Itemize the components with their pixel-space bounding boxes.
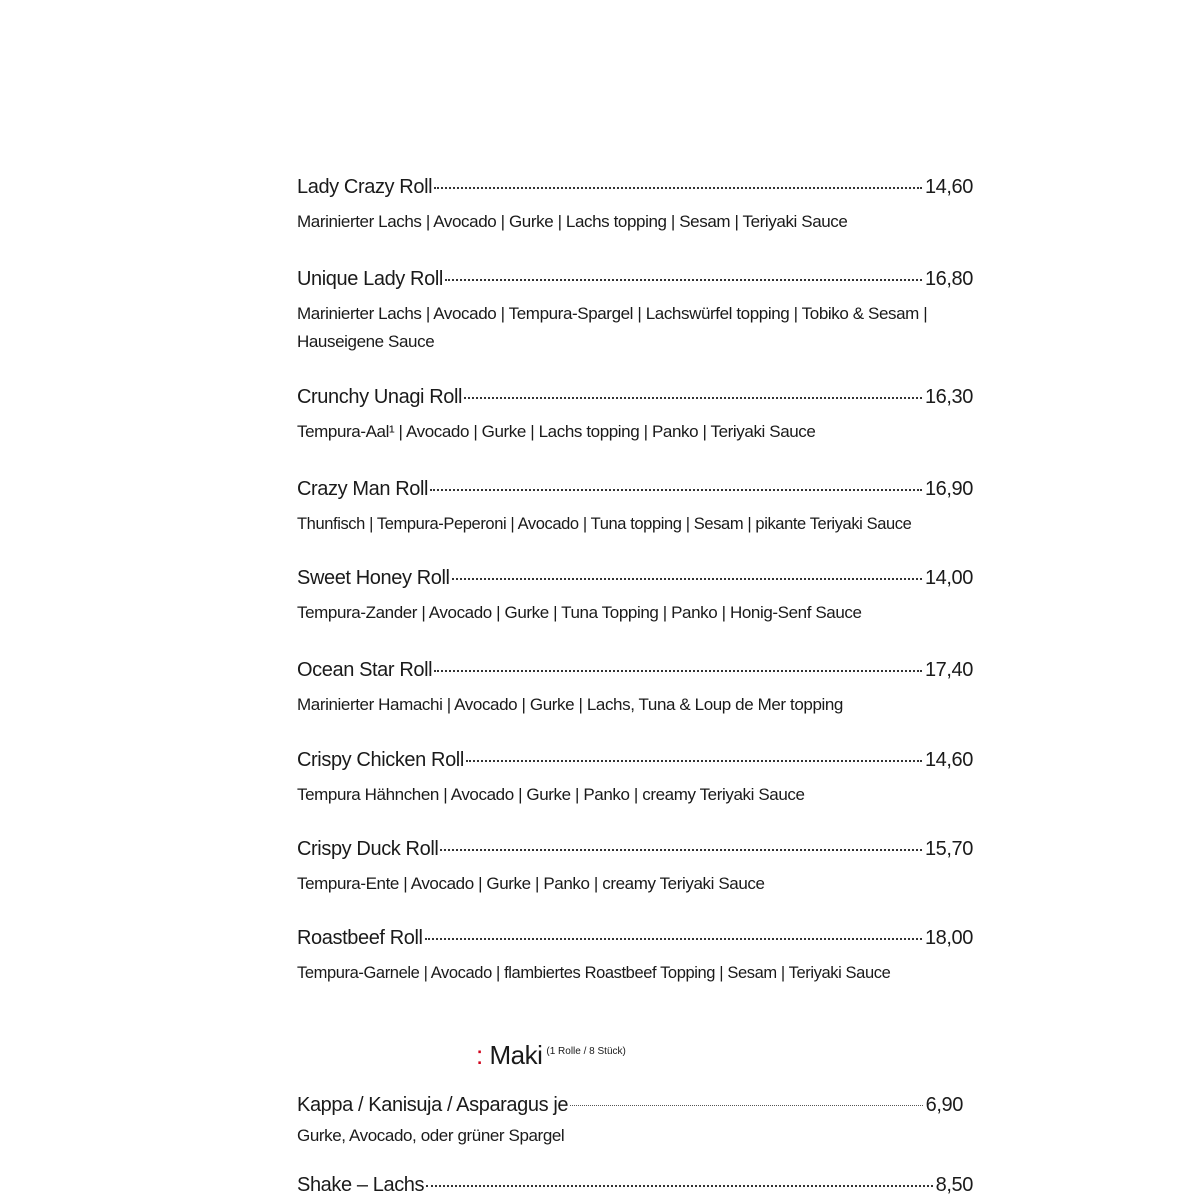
dot-leader	[430, 489, 922, 491]
item-description: Tempura-Ente | Avocado | Gurke | Panko | creamy Teriyaki Sauce	[297, 874, 765, 893]
item-price: 16,90	[924, 478, 973, 500]
menu-item-head	[297, 386, 973, 416]
maki-item	[297, 1094, 963, 1148]
dot-leader	[426, 1185, 933, 1187]
dot-leader	[464, 397, 922, 399]
item-name: Ocean Star Roll	[297, 659, 433, 681]
item-price: 16,80	[924, 268, 973, 290]
menu-item-head	[297, 1094, 963, 1124]
menu-item-head	[297, 749, 973, 779]
item-name: Crispy Chicken Roll	[297, 749, 464, 771]
menu-item	[297, 386, 973, 446]
menu-item	[297, 268, 973, 356]
dot-leader	[425, 938, 922, 940]
item-name: Lady Crazy Roll	[297, 176, 433, 198]
menu-item	[297, 659, 973, 719]
menu-item-head	[297, 838, 973, 868]
dot-leader	[452, 578, 922, 580]
item-description: Tempura-Zander | Avocado | Gurke | Tuna Topping | Panko | Honig-Senf Sauce	[297, 603, 862, 622]
section-colon: :	[476, 1040, 483, 1070]
item-price: 17,40	[924, 659, 973, 681]
item-name: Sweet Honey Roll	[297, 567, 450, 589]
menu-item	[297, 176, 973, 236]
menu-item	[297, 567, 973, 627]
item-price: 16,30	[924, 386, 973, 408]
dot-leader	[434, 670, 922, 672]
item-price: 14,60	[924, 749, 973, 771]
item-description: Tempura-Aal¹ | Avocado | Gurke | Lachs topping | Panko | Teriyaki Sauce	[297, 422, 816, 441]
item-price: 8,50	[935, 1174, 973, 1196]
item-name: Crunchy Unagi Roll	[297, 386, 463, 408]
item-name: Crazy Man Roll	[297, 478, 429, 500]
item-description: Tempura Hähnchen | Avocado | Gurke | Panko | creamy Teriyaki Sauce	[297, 785, 805, 804]
item-name: Shake – Lachs	[297, 1174, 425, 1196]
maki-section-title	[476, 1040, 626, 1071]
item-name: Kappa / Kanisuja / Asparagus je	[297, 1094, 569, 1116]
item-price: 15,70	[924, 838, 973, 860]
section-note: (1 Rolle / 8 Stück)	[546, 1046, 626, 1058]
item-description: Marinierter Lachs | Avocado | Tempura-Spargel | Lachswürfel topping | Tobiko & Sesam | Hauseigene Sauce	[297, 304, 928, 351]
menu-item-head	[297, 659, 973, 689]
item-name: Roastbeef Roll	[297, 927, 423, 949]
item-name: Unique Lady Roll	[297, 268, 443, 290]
menu-item	[297, 927, 973, 987]
dot-leader	[570, 1105, 923, 1106]
menu-item	[297, 838, 973, 898]
section-title-text: Maki	[489, 1040, 543, 1070]
dot-leader	[434, 187, 922, 189]
item-price: 14,60	[924, 176, 973, 198]
menu-item	[297, 749, 973, 809]
item-description: Marinierter Hamachi | Avocado | Gurke | Lachs, Tuna & Loup de Mer topping	[297, 695, 843, 714]
item-price: 18,00	[924, 927, 973, 949]
menu-item-head	[297, 927, 973, 957]
dot-leader	[466, 760, 922, 762]
item-description: Marinierter Lachs | Avocado | Gurke | Lachs topping | Sesam | Teriyaki Sauce	[297, 212, 848, 231]
dot-leader	[440, 849, 922, 851]
menu-item-head	[297, 176, 973, 206]
item-price: 6,90	[925, 1094, 963, 1116]
item-description: Gurke, Avocado, oder grüner Spargel	[297, 1126, 565, 1145]
menu-item-head	[297, 268, 973, 298]
menu-item	[297, 478, 973, 538]
item-description: Thunfisch | Tempura-Peperoni | Avocado | Tuna topping | Sesam | pikante Teriyaki Sauce	[297, 515, 912, 533]
menu-item-head	[297, 567, 973, 597]
item-description: Tempura-Garnele | Avocado | flambiertes Roastbeef Topping | Sesam | Teriyaki Sauce	[297, 964, 891, 982]
item-name: Crispy Duck Roll	[297, 838, 439, 860]
dot-leader	[445, 279, 922, 281]
menu-item-head	[297, 478, 973, 508]
item-price: 14,00	[924, 567, 973, 589]
